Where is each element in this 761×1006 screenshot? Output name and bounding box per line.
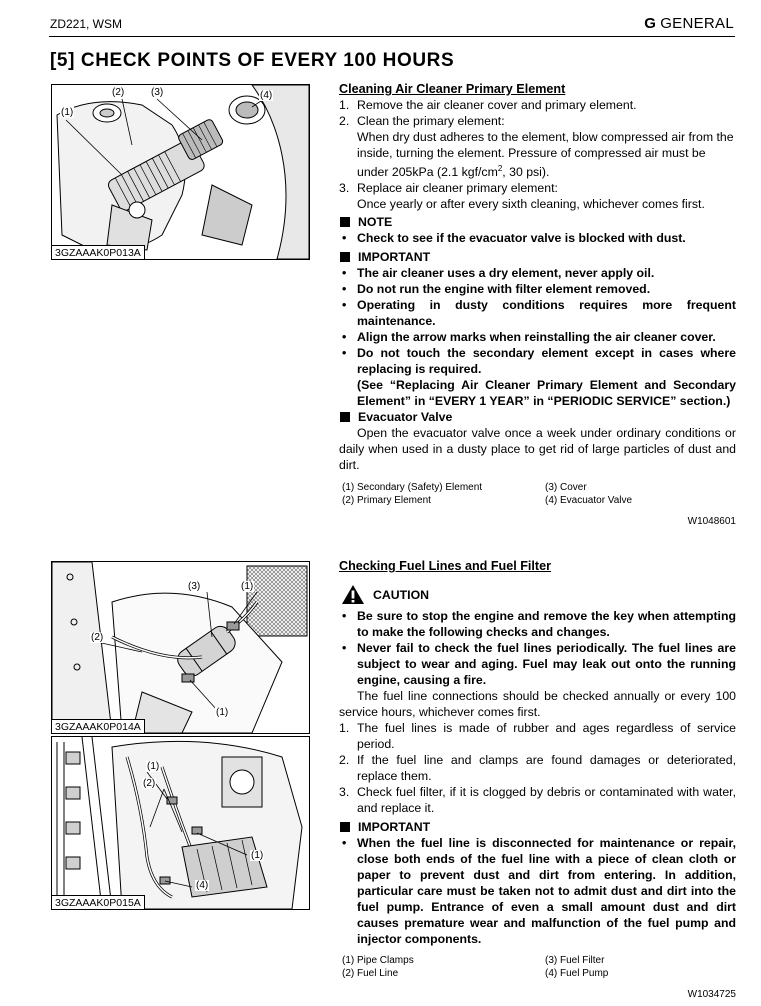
section-letter: G xyxy=(644,15,657,32)
fig3-code: 3GZAAAK0P015A xyxy=(52,895,145,909)
fuel-step-3: 3. Check fuel filter, if it is clogged by debris or contaminated with water, and replace it. xyxy=(339,785,736,815)
caution-item-1: • Be sure to stop the engine and remove the key when attempting to make the following checks and changes. xyxy=(342,609,736,639)
air-step-3: 3. Replace air cleaner primary element: xyxy=(339,181,558,196)
figure-fuel-filter xyxy=(51,561,310,734)
fig1-callout-2: (2) xyxy=(112,87,125,98)
important-item-3: • Operating in dusty conditions requires more frequent maintenance. xyxy=(342,298,736,329)
square-marker-icon xyxy=(340,217,350,227)
air-cleaner-heading: Cleaning Air Cleaner Primary Element xyxy=(339,82,566,96)
fuel-filter-illustration xyxy=(52,562,309,733)
figure-fuel-lines xyxy=(51,736,310,910)
important-item-1: • The air cleaner uses a dry element, never apply oil. xyxy=(342,266,655,281)
air-step-3-detail: Once yearly or after every sixth cleaning, whichever comes first. xyxy=(357,197,705,212)
air-cleaner-section xyxy=(339,81,736,530)
fig3-callout-1b: (1) xyxy=(251,850,264,861)
fig1-code: 3GZAAAK0P013A xyxy=(52,245,145,259)
fig2-code: 3GZAAAK0P014A xyxy=(52,719,145,733)
fig3-callout-4: (4) xyxy=(196,880,209,891)
fig1-callout-3: (3) xyxy=(151,87,164,98)
fig2-callout-2: (2) xyxy=(91,632,104,643)
square-marker-icon xyxy=(340,412,350,422)
evacuator-text: Open the evacuator valve once a week under ordinary conditions or daily when used in a dusty place to get rid of large particles of dust and dirt. xyxy=(339,426,736,473)
air-step-1: 1. Remove the air cleaner cover and primary element. xyxy=(339,98,637,112)
square-marker-icon xyxy=(340,252,350,262)
fuel-doc-code: W1034725 xyxy=(687,989,736,1000)
fuel-heading: Checking Fuel Lines and Fuel Filter xyxy=(339,559,552,573)
section-title: GENERAL xyxy=(660,15,734,32)
important-item-2: • Do not run the engine with filter element removed. xyxy=(342,282,651,297)
air-step-2: 2. Clean the primary element: xyxy=(339,114,505,128)
fig3-callout-2: (2) xyxy=(143,778,156,789)
air-legend: (1) Secondary (Safety) Element (3) Cover (2) Primary Element (4) Evacuator Valve xyxy=(342,482,633,507)
section-name xyxy=(644,15,734,32)
important-item-4: • Align the arrow marks when reinstalling the air cleaner cover. xyxy=(342,330,716,345)
fuel-important-heading: IMPORTANT xyxy=(339,819,736,835)
fuel-step-1: 1. The fuel lines is made of rubber and ages regardless of service period. xyxy=(339,721,736,751)
important-reference: (See “Replacing Air Cleaner Primary Element and Secondary Element” in “EVERY 1 YEAR” in “PERIODIC SERVICE” section.) xyxy=(357,378,736,409)
fuel-important-item: • When the fuel line is disconnected for maintenance or repair, close both ends of the fuel line with a piece of clean cloth or paper to prevent dust and dirt from entering. In addition, particular care must be taken not to admit dust and dirt into the fuel pump. Entrance of even a small amount dust and dirt causes premature wear and malfunction of the fuel pump and injector components. xyxy=(342,836,736,946)
manual-model: ZD221, WSM xyxy=(50,17,123,31)
note-item: • Check to see if the evacuator valve is blocked with dust. xyxy=(342,231,686,246)
fig2-callout-1b: (1) xyxy=(216,707,229,718)
fuel-lines-illustration xyxy=(52,737,309,909)
air-cleaner-illustration xyxy=(52,85,309,259)
fig3-callout-1a: (1) xyxy=(147,761,160,772)
fig1-callout-1: (1) xyxy=(61,107,74,118)
fuel-section xyxy=(339,558,736,1003)
figure-air-cleaner xyxy=(51,84,310,260)
square-marker-icon xyxy=(340,822,350,832)
fuel-step-2: 2. If the fuel line and clamps are found damages or deteriorated, replace them. xyxy=(339,753,736,783)
note-heading: NOTE xyxy=(339,214,736,230)
page-title: [5] CHECK POINTS OF EVERY 100 HOURS xyxy=(50,50,455,71)
fig2-callout-3: (3) xyxy=(188,581,201,592)
fuel-intro: The fuel line connections should be checked annually or every 100 service hours, whichever comes first. xyxy=(339,689,736,719)
fig2-callout-1a: (1) xyxy=(241,581,254,592)
air-step-2-detail: When dry dust adheres to the element, blow compressed air from the inside, turning the element. Pressure of compressed air must be under 205kPa (2.1 kgf/$cm^2$, 30 psi). xyxy=(357,130,734,180)
fig1-callout-4: (4) xyxy=(260,90,273,101)
important-item-5: • Do not touch the secondary element except in cases where replacing is required. xyxy=(342,346,736,377)
evacuator-heading: Evacuator Valve xyxy=(339,409,736,425)
air-doc-code: W1048601 xyxy=(687,516,736,528)
fuel-legend: (1) Pipe Clamps (3) Fuel Filter (2) Fuel Line (4) Fuel Pump xyxy=(342,955,609,979)
caution-item-2: • Never fail to check the fuel lines periodically. The fuel lines are subject to wear and aging. Fuel may leak out onto the running engine, causing a fire. xyxy=(342,641,736,687)
caution-heading: CAUTION xyxy=(339,584,736,605)
header-rule xyxy=(49,36,735,37)
warning-icon xyxy=(341,584,365,605)
important-heading: IMPORTANT xyxy=(339,249,736,265)
